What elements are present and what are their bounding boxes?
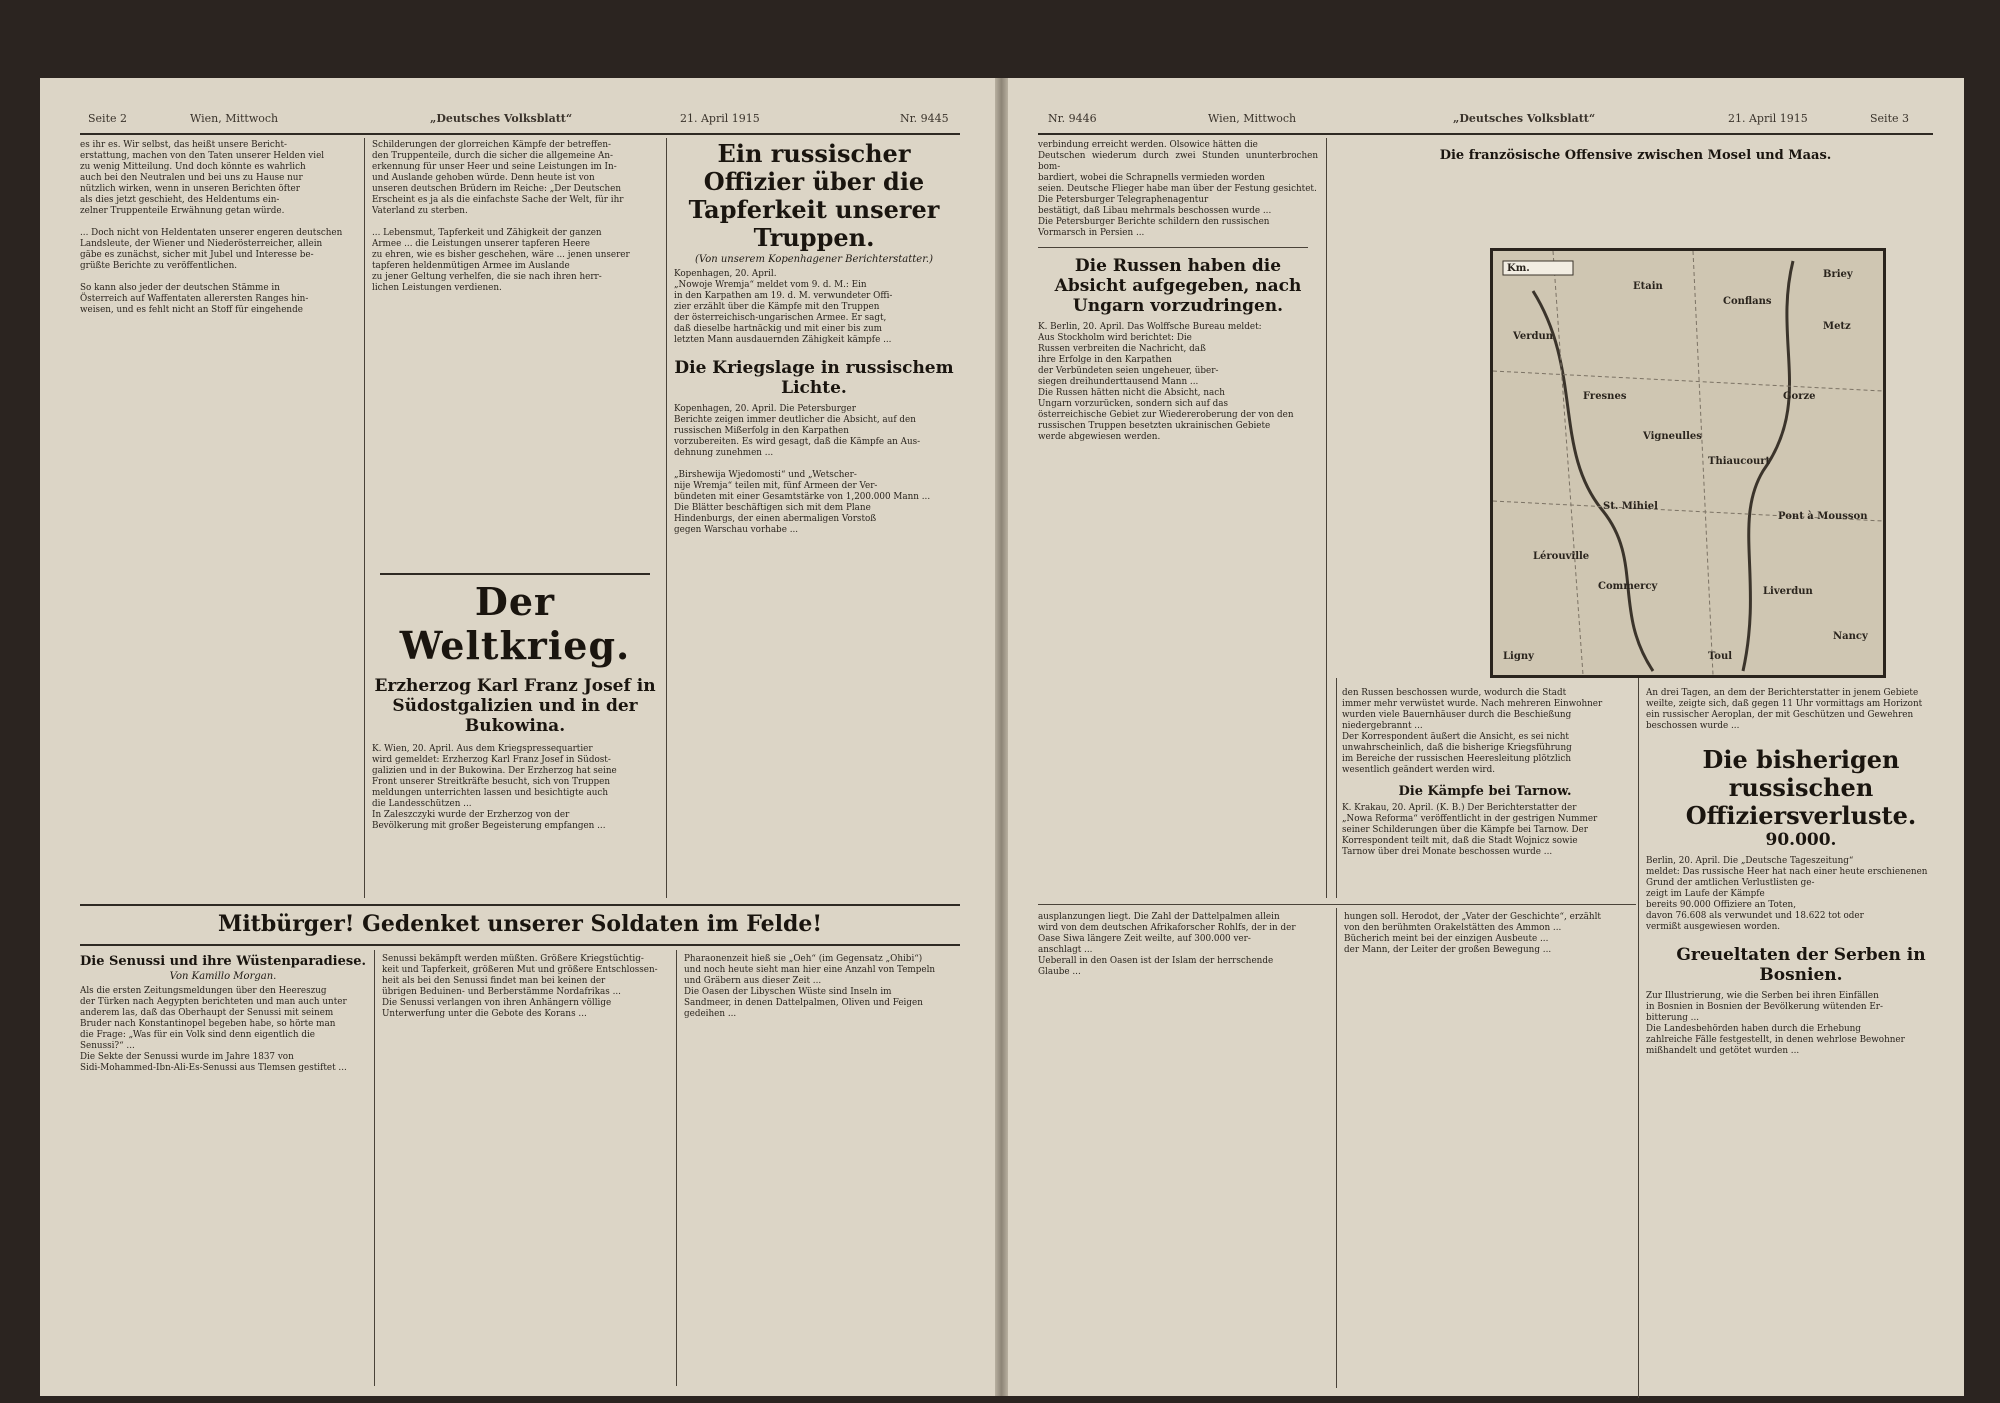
russen-absicht-text: K. Berlin, 20. April. Das Wolffsche Bureau meldet: Aus Stockholm wird berichtet: Die Russen verbreiten die Nachricht, daß ihre Erfolge in den Karpathen der Verbündeten seien ungeheuer, über- siegen dreihunderttausend Mann ... Die Russen hätten nicht die Absicht, nach Ungarn vorzurücken, sondern sich auf das österreichische Gebiet zur Wiedereroberung der von den russischen Truppen besetzten ukrainischen Gebiete werde abgewiesen werden. xyxy=(1038,322,1294,442)
right-page-number: Seite 3 xyxy=(1870,112,1909,125)
map-label-vigneulles: Vigneulles xyxy=(1643,431,1702,442)
left-issue-number: Nr. 9445 xyxy=(900,112,949,125)
page-gutter xyxy=(995,78,1008,1396)
tarnow-headline: Die Kämpfe bei Tarnow. xyxy=(1398,784,1572,799)
left-place-date: Wien, Mittwoch xyxy=(190,112,279,125)
weltkrieg-section xyxy=(372,580,658,898)
map-label-fresnes: Fresnes xyxy=(1583,391,1627,402)
offensive-map xyxy=(1490,248,1886,678)
left-column-3 xyxy=(674,140,954,898)
right-bottom-column-1 xyxy=(1038,912,1328,1387)
senussi-column-3 xyxy=(684,954,960,1384)
column-rule xyxy=(1336,678,1337,898)
kriegslage-headline: Die Kriegslage in russischem Lichte. xyxy=(674,358,954,398)
senussi-headline: Die Senussi und ihre Wüstenparadiese. xyxy=(80,954,366,969)
map-label-conflans: Conflans xyxy=(1723,296,1772,307)
tarnow-text: K. Krakau, 20. April. (K. B.) Der Berichterstatter der „Nowa Reforma“ veröffentlicht in der gestrigen Nummer seiner Schilderungen über die Kämpfe bei Tarnow. Der Korrespondent teilt mit, daß die Stadt Wojnicz sowie Tarnow über drei Monate beschossen wurde ... xyxy=(1342,803,1598,857)
left-column-2 xyxy=(372,140,658,570)
section-rule xyxy=(1038,904,1636,905)
right-date: 21. April 1915 xyxy=(1728,112,1808,125)
banner-top-rule xyxy=(80,904,960,906)
right-paper-name: „Deutsches Volksblatt“ xyxy=(1453,112,1596,125)
map-label-liverdun: Liverdun xyxy=(1763,586,1813,597)
left-col1-text: es ihr es. Wir selbst, das heißt unsere Bericht- erstattung, machen von den Taten unserer Helden viel zu wenig Mitteilung. Und doch könnte es wahrlich auch bei den Neutralen und bei uns zu Hause nur nützlich wirken, wenn in unseren Berichten öfter als dies jetzt geschieht, des Heldentums ein- zelner Truppenteile Erwähnung getan würde. ... Doch nicht von Heldentaten unserer engeren deutschen Landsleute, der Wiener und Niederösterreicher, allein gäbe es zunächst, sicher mit Jubel und Interesse be- grüßte Berichte zu veröffentlichen. So kann also jeder der deutschen Stämme in Österreich auf Waffentaten allerersten Ranges hin- weisen, und es fehlt nicht an Stoff für eingehende xyxy=(80,140,343,315)
newspaper-spread xyxy=(40,78,1964,1396)
left-page xyxy=(40,78,995,1396)
verluste-text: Berlin, 20. April. Die „Deutsche Tageszeitung“ meldet: Das russische Heer hat nach einer heute erschienenen Grund der amtlichen Verlustlisten ge- zeigt im Laufe der Kämpfe bereits 90.000 Offiziere an Toten, davon 76.608 als verwundet und 18.622 tot oder vermißt ausgewiesen worden. xyxy=(1646,856,1928,932)
verluste-number: 90.000. xyxy=(1765,830,1837,850)
column-rule xyxy=(676,950,677,1386)
map-label-pont-a-mousson: Pont à Mousson xyxy=(1778,511,1868,522)
map-label-metz: Metz xyxy=(1823,321,1851,332)
map-label-nancy: Nancy xyxy=(1833,631,1868,642)
russian-officer-headline: Ein russischer Offizier über die Tapferkeit unserer Truppen. xyxy=(688,140,940,252)
correspondent-note: (Von unserem Kopenhagener Berichterstatter.) xyxy=(695,254,933,265)
left-page-number: Seite 2 xyxy=(88,112,127,125)
senussi-text-1: Als die ersten Zeitungsmeldungen über den Heereszug der Türken nach Aegypten berichteten und man auch unter anderem las, daß das Oberhaupt der Senussi mit seinem Bruder nach Konstantinopel begeben habe, so hörte man die Frage: „Was für ein Volk sind denn eigentlich die Senussi?“ ... Die Sekte der Senussi wurde im Jahre 1837 von Sidi-Mohammed-Ibn-Ali-Es-Senussi aus Tlemsen gestiftet ... xyxy=(80,986,347,1073)
map-graphic xyxy=(1493,251,1883,675)
right-bottom-column-2 xyxy=(1344,912,1632,1387)
right-bottom-text-1: ausplanzungen liegt. Die Zahl der Dattelpalmen allein wird von dem deutschen Afrikaforscher Rohlfs, der in der Oase Siwa längere Zeit weilte, auf 300.000 ver- anschlagt ... Ueberall in den Oasen ist der Islam der herrschende Glaube ... xyxy=(1038,912,1296,977)
map-label-gorze: Gorze xyxy=(1783,391,1816,402)
right-column-3 xyxy=(1646,688,1956,1393)
column-rule xyxy=(1336,908,1337,1388)
section-rule xyxy=(1038,247,1308,248)
column-rule xyxy=(374,950,375,1386)
left-header-rule xyxy=(80,133,960,135)
map-label-briey: Briey xyxy=(1823,269,1853,280)
map-label-st-mihiel: St. Mihiel xyxy=(1603,501,1658,512)
right-header-rule xyxy=(1038,133,1933,135)
senussi-text-2: Senussi bekämpft werden müßten. Größere Kriegstüchtig- keit und Tapferkeit, größeren Mut und größere Entschlossen- heit als bei den Senussi findet man bei keinen der übrigen Beduinen- und Berberstämme Nordafrikas ... Die Senussi verlangen von ihren Anhängern völlige Unterwerfung unter die Gebote des Korans ... xyxy=(382,954,658,1019)
map-label-ligny: Ligny xyxy=(1503,651,1534,662)
weltkrieg-heading: Der Weltkrieg. xyxy=(399,580,631,668)
column-rule xyxy=(1638,678,1639,1398)
map-label-thiaucourt: Thiaucourt xyxy=(1708,456,1771,467)
left-column-1 xyxy=(80,140,356,895)
left-date: 21. April 1915 xyxy=(680,112,760,125)
right-bottom-text-2: hungen soll. Herodot, der „Vater der Geschichte“, erzählt von den berühmten Orakelstätten des Ammon ... Bücherich meint bei der einzigen Ausbeute ... der Mann, der Leiter der großen Bewegung ... xyxy=(1344,912,1601,955)
right-middle-text: den Russen beschossen wurde, wodurch die Stadt immer mehr verwüstet wurde. Nach mehreren Einwohner wurden viele Bauernhäuser durch die Beschießung niedergebrannt ... Der Korrespondent äußert die Ansicht, es sei nicht unwahrscheinlich, daß die bisherige Kriegsführung im Bereiche der russischen Heeresleitung plötzlich wesentlich geändert werden wird. xyxy=(1342,688,1603,775)
map-label-lerouville: Lérouville xyxy=(1533,551,1590,562)
right-col1-text: verbindung erreicht werden. Olsowice hätten die Deutschen wiederum durch zwei Stunden ununterbrochen bom- bardiert, wobei die Schrapnells vermieden worden seien. Deutsche Flieger habe man über der Festung gesichtet. Die Petersburger Telegraphenagentur bestätigt, daß Libau mehrmals beschossen wurde ... Die Petersburger Berichte schildern den russischen Vormarsch in Persien ... xyxy=(1038,140,1318,238)
left-paper-name: „Deutsches Volksblatt“ xyxy=(430,112,573,125)
left-col2-text: Schilderungen der glorreichen Kämpfe der betreffen- den Truppenteile, durch die sicher die allgemeine An- erkennung für unser Heer und seine Leistungen im In- und Auslande gehoben würde. Denn heute ist von unseren deutschen Brüdern im Reiche: „Der Deutschen Erscheint es ja als die einfachste Sache der Welt, für ihr Vaterland zu sterben. ... Lebensmut, Tapferkeit und Zähigkeit der ganzen Armee ... die Leistungen unserer tapferen Heere zu ehren, wie es bisher geschehen, wäre ... jenen unserer tapferen heldenmütigen Armee im Auslande zu jener Geltung verhelfen, die sie nach ihren herr- lichen Leistungen verdienen. xyxy=(372,140,630,293)
column-rule xyxy=(666,138,667,898)
banner-bottom-rule xyxy=(80,944,960,946)
map-label-verdun: Verdun xyxy=(1513,331,1554,342)
verluste-headline: Die bisherigen russischen Offiziersverluste. xyxy=(1685,745,1917,830)
right-issue-number: Nr. 9446 xyxy=(1048,112,1097,125)
section-rule xyxy=(380,573,650,575)
kriegslage-text: Kopenhagen, 20. April. Die Petersburger Berichte zeigen immer deutlicher die Absicht, auf den russischen Mißerfolg in den Karpathen vorzubereiten. Es wird gesagt, daß die Kämpfe an Aus- dehnung zunehmen ... „Birshewija Wjedomosti“ und „Wetscher- nije Wremja“ teilen mit, fünf Armeen der Ver- bündeten mit einer Gesamtstärke von 1,200.000 Mann ... Die Blätter beschäftigen sich mit dem Plane Hindenburgs, der einen abermaligen Vorstoß gegen Warschau vorhabe ... xyxy=(674,404,931,535)
erzherzog-headline: Erzherzog Karl Franz Josef in Südostgalizien und in der Bukowina. xyxy=(374,676,656,736)
senussi-author: Von Kamillo Morgan. xyxy=(169,971,277,982)
map-label-commercy: Commercy xyxy=(1598,581,1658,592)
senussi-column-2 xyxy=(382,954,668,1384)
map-scale: Km. xyxy=(1507,263,1530,274)
greuel-headline: Greueltaten der Serben in Bosnien. xyxy=(1676,945,1926,985)
erzherzog-text: K. Wien, 20. April. Aus dem Kriegspressequartier wird gemeldet: Erzherzog Karl Franz Josef in Südost- galizien und in der Bukowina. Der Erzherzog hat seine Front unserer Streitkräfte besucht, sich von Truppen meldungen unterrichten lassen und besichtigte auch die Landesschützen ... In Zaleszczyki wurde der Erzherzog von der Bevölkerung mit großer Begeisterung empfangen ... xyxy=(372,744,617,831)
citizens-banner: Mitbürger! Gedenket unserer Soldaten im Felde! xyxy=(217,911,823,937)
map-title: Die französische Offensive zwischen Mosel und Maas. xyxy=(1439,148,1832,163)
right-place-date: Wien, Mittwoch xyxy=(1208,112,1297,125)
right-column-1 xyxy=(1038,140,1318,898)
right-middle-column xyxy=(1342,688,1628,893)
senussi-column-1 xyxy=(80,954,366,1384)
russen-absicht-headline: Die Russen haben die Absicht aufgegeben, nach Ungarn vorzudringen. xyxy=(1054,256,1302,316)
map-label-toul: Toul xyxy=(1708,651,1733,662)
greuel-text: Zur Illustrierung, wie die Serben bei ihren Einfällen in Bosnien in Bosnien der Bevölkerung wütenden Er- bitterung ... Die Landesbehörden haben durch die Erhebung zahlreiche Fälle festgestellt, in denen wehrlose Bewohner mißhandelt und getötet wurden ... xyxy=(1646,991,1905,1056)
right-col3-text: An drei Tagen, an dem der Berichterstatter in jenem Gebiete weilte, zeigte sich, daß gegen 11 Uhr vormittags am Horizont ein russischer Aeroplan, der mit Geschützen und Gewehren beschossen wurde ... xyxy=(1646,688,1923,731)
map-label-etain: Etain xyxy=(1633,281,1663,292)
russian-officer-text: Kopenhagen, 20. April. „Nowoje Wremja“ meldet vom 9. d. M.: Ein in den Karpathen am 19. d. M. verwundeter Offi- zier erzählt über die Kämpfe mit den Truppen der österreichisch-ungarischen Armee. Er sagt, daß dieselbe hartnäckig und mit einer bis zum letzten Mann ausdauernden Zähigkeit kämpfe ... xyxy=(674,269,893,345)
senussi-text-3: Pharaonenzeit hieß sie „Oeh“ (im Gegensatz „Ohibi“) und noch heute sieht man hier eine Anzahl von Tempeln und Gräbern aus dieser Zeit ... Die Oasen der Libyschen Wüste sind Inseln im Sandmeer, in denen Dattelpalmen, Oliven und Feigen gedeihen ... xyxy=(684,954,936,1019)
column-rule xyxy=(364,138,365,898)
column-rule xyxy=(1326,138,1327,898)
